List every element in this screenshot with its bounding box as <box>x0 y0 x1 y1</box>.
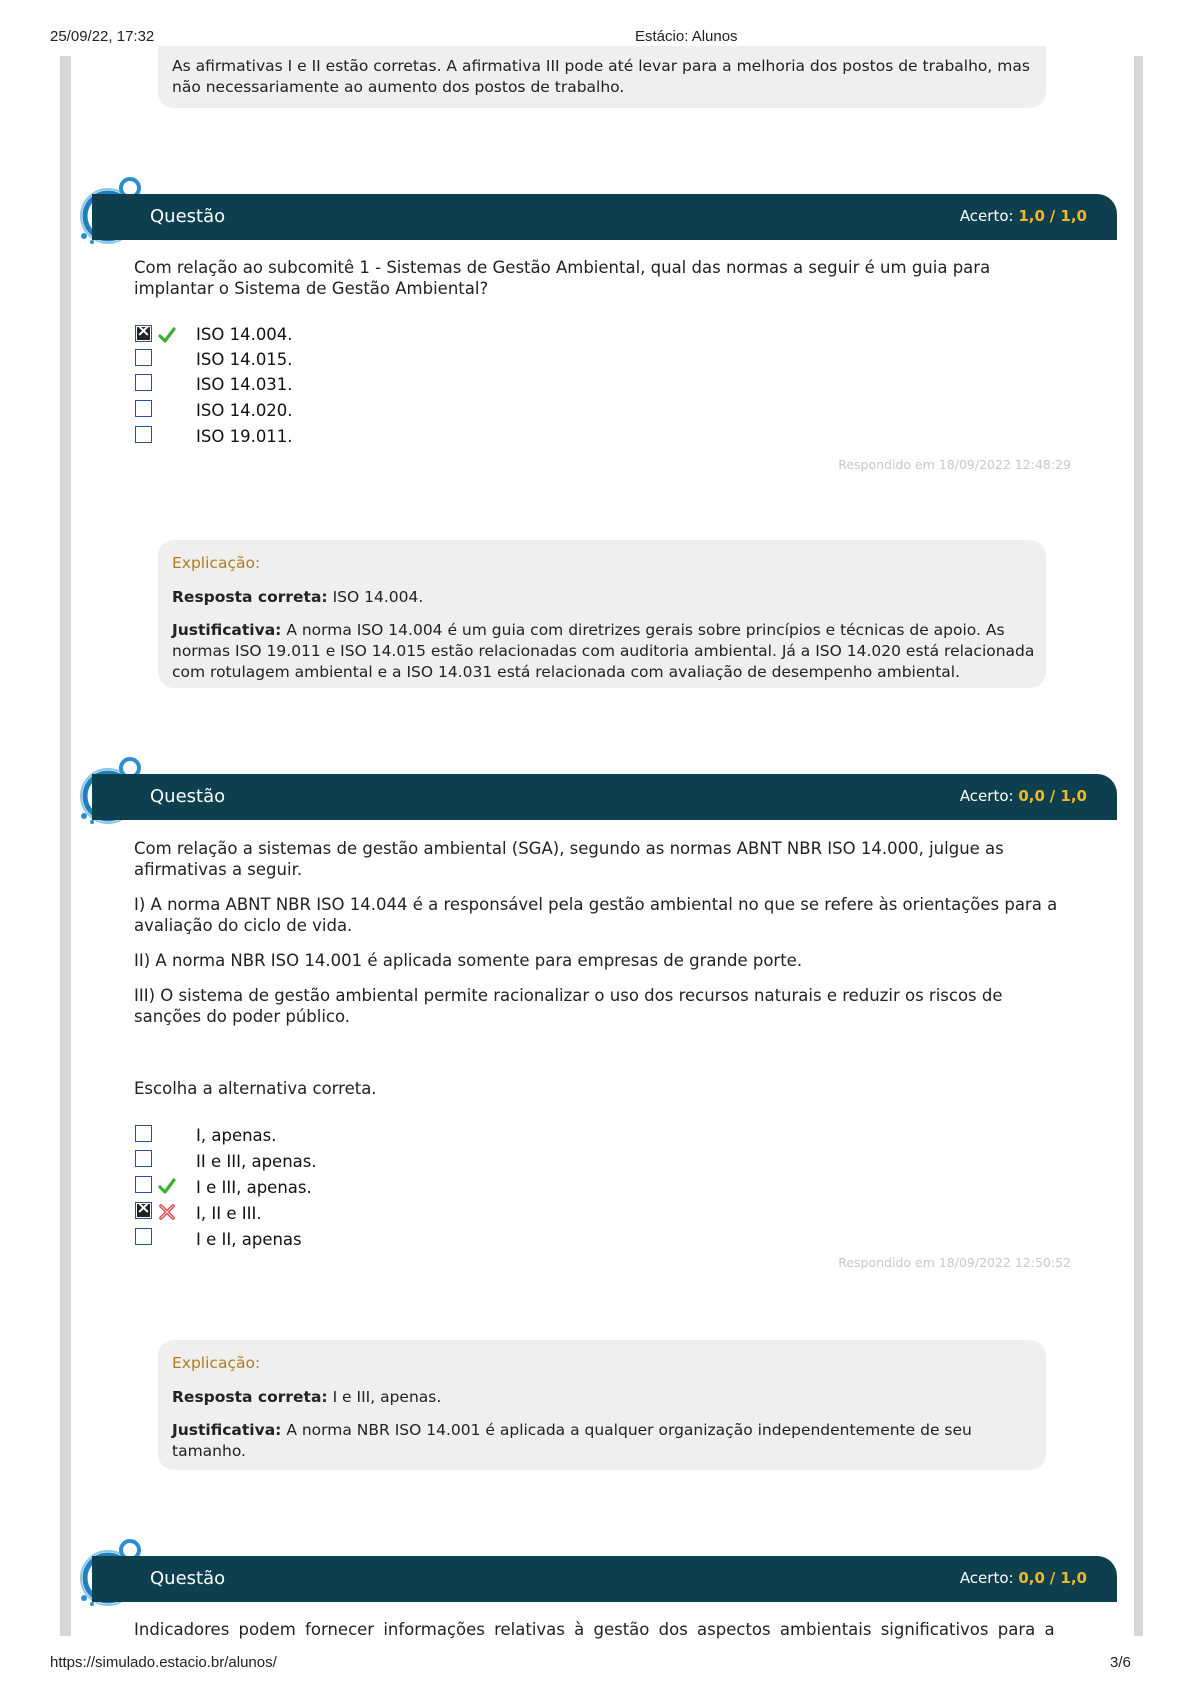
question-header-bar <box>92 774 1117 820</box>
option-checkbox[interactable] <box>135 374 152 391</box>
option-label[interactable]: I e III, apenas. <box>196 1178 312 1197</box>
print-datetime: 25/09/22, 17:32 <box>50 28 155 45</box>
option-label[interactable]: ISO 19.011. <box>196 427 293 446</box>
print-title: Estácio: Alunos <box>635 28 738 45</box>
option-checkbox[interactable] <box>135 1125 152 1142</box>
correct-answer-line: Resposta correta: ISO 14.004. <box>172 588 424 606</box>
option-label[interactable]: II e III, apenas. <box>196 1152 317 1171</box>
question-label: Questão <box>150 206 226 227</box>
option-checkbox[interactable] <box>135 400 152 417</box>
question-label: Questão <box>150 1568 226 1589</box>
acerto-score: Acerto: 0,0 / 1,0 <box>959 787 1087 805</box>
option-label[interactable]: I e II, apenas <box>196 1230 302 1249</box>
answered-timestamp: Respondido em 18/09/2022 12:48:29 <box>838 457 1071 472</box>
left-rail <box>60 56 71 1636</box>
statement-1: I) A norma ABNT NBR ISO 14.044 é a responsável pela gestão ambiental no que se refere às orientações para a avaliação do ciclo de vida. <box>134 895 1058 935</box>
explanation-title: Explicação: <box>172 554 261 572</box>
correct-check-icon <box>158 326 176 344</box>
question-header-bar <box>92 1556 1117 1602</box>
statement-3: III) O sistema de gestão ambiental permite racionalizar o uso dos recursos naturais e reduzir os riscos de sanções do poder público. <box>134 986 1003 1026</box>
option-checkbox[interactable] <box>135 1202 152 1219</box>
justification-text: Justificativa: A norma NBR ISO 14.001 é aplicada a qualquer organização independentemente de seu tamanho. <box>172 1421 972 1460</box>
option-label[interactable]: ISO 14.004. <box>196 325 293 344</box>
justification-text: Justificativa: A norma ISO 14.004 é um guia com diretrizes gerais sobre princípios e técnicas de apoio. As normas ISO 19.011 e ISO 14.015 estão relacionadas com auditoria ambiental. Já a ISO 14.020 está relacionada com rotulagem ambiental e a ISO 14.031 está relacionada com avaliação de desempenho ambiental. <box>172 621 1035 681</box>
question-prompt: Com relação a sistemas de gestão ambiental (SGA), segundo as normas ABNT NBR ISO 14.000, julgue as afirmativas a seguir. <box>134 839 1004 879</box>
prev-explanation-panel <box>158 46 1046 108</box>
right-rail <box>1134 56 1143 1636</box>
option-checkbox[interactable] <box>135 349 152 366</box>
answered-timestamp: Respondido em 18/09/2022 12:50:52 <box>838 1255 1071 1270</box>
correct-answer-line: Resposta correta: I e III, apenas. <box>172 1388 442 1406</box>
acerto-score: Acerto: 1,0 / 1,0 <box>959 207 1087 225</box>
explanation-title: Explicação: <box>172 1354 261 1372</box>
option-checkbox[interactable] <box>135 1176 152 1193</box>
question-label: Questão <box>150 786 226 807</box>
print-url: https://simulado.estacio.br/alunos/ <box>50 1654 277 1671</box>
option-label[interactable]: ISO 14.020. <box>196 401 293 420</box>
option-checkbox[interactable] <box>135 426 152 443</box>
explanation-panel <box>158 1340 1046 1470</box>
print-page-number: 3/6 <box>1110 1654 1131 1671</box>
option-checkbox[interactable] <box>135 1228 152 1245</box>
option-checkbox[interactable] <box>135 325 152 342</box>
choose-instruction: Escolha a alternativa correta. <box>134 1079 377 1098</box>
question-header-bar <box>92 194 1117 240</box>
prev-explanation-text: As afirmativas I e II estão corretas. A afirmativa III pode até levar para a melhoria dos postos de trabalho, mas não necessariamente ao aumento dos postos de trabalho. <box>172 57 1030 96</box>
option-checkbox[interactable] <box>135 1150 152 1167</box>
acerto-score: Acerto: 0,0 / 1,0 <box>959 1569 1087 1587</box>
option-label[interactable]: ISO 14.015. <box>196 350 293 369</box>
correct-check-icon <box>158 1177 176 1195</box>
statement-2: II) A norma NBR ISO 14.001 é aplicada somente para empresas de grande porte. <box>134 951 803 970</box>
option-label[interactable]: I, II e III. <box>196 1204 262 1223</box>
explanation-panel <box>158 540 1046 688</box>
wrong-cross-icon <box>158 1203 176 1221</box>
option-label[interactable]: ISO 14.031. <box>196 375 293 394</box>
question-prompt: Com relação ao subcomitê 1 - Sistemas de Gestão Ambiental, qual das normas a seguir é um guia para implantar o Sistema de Gestão Ambiental? <box>134 258 991 298</box>
option-label[interactable]: I, apenas. <box>196 1126 277 1145</box>
question-prompt: Indicadores podem fornecer informações relativas à gestão dos aspectos ambientais significativos para a <box>134 1620 1055 1639</box>
